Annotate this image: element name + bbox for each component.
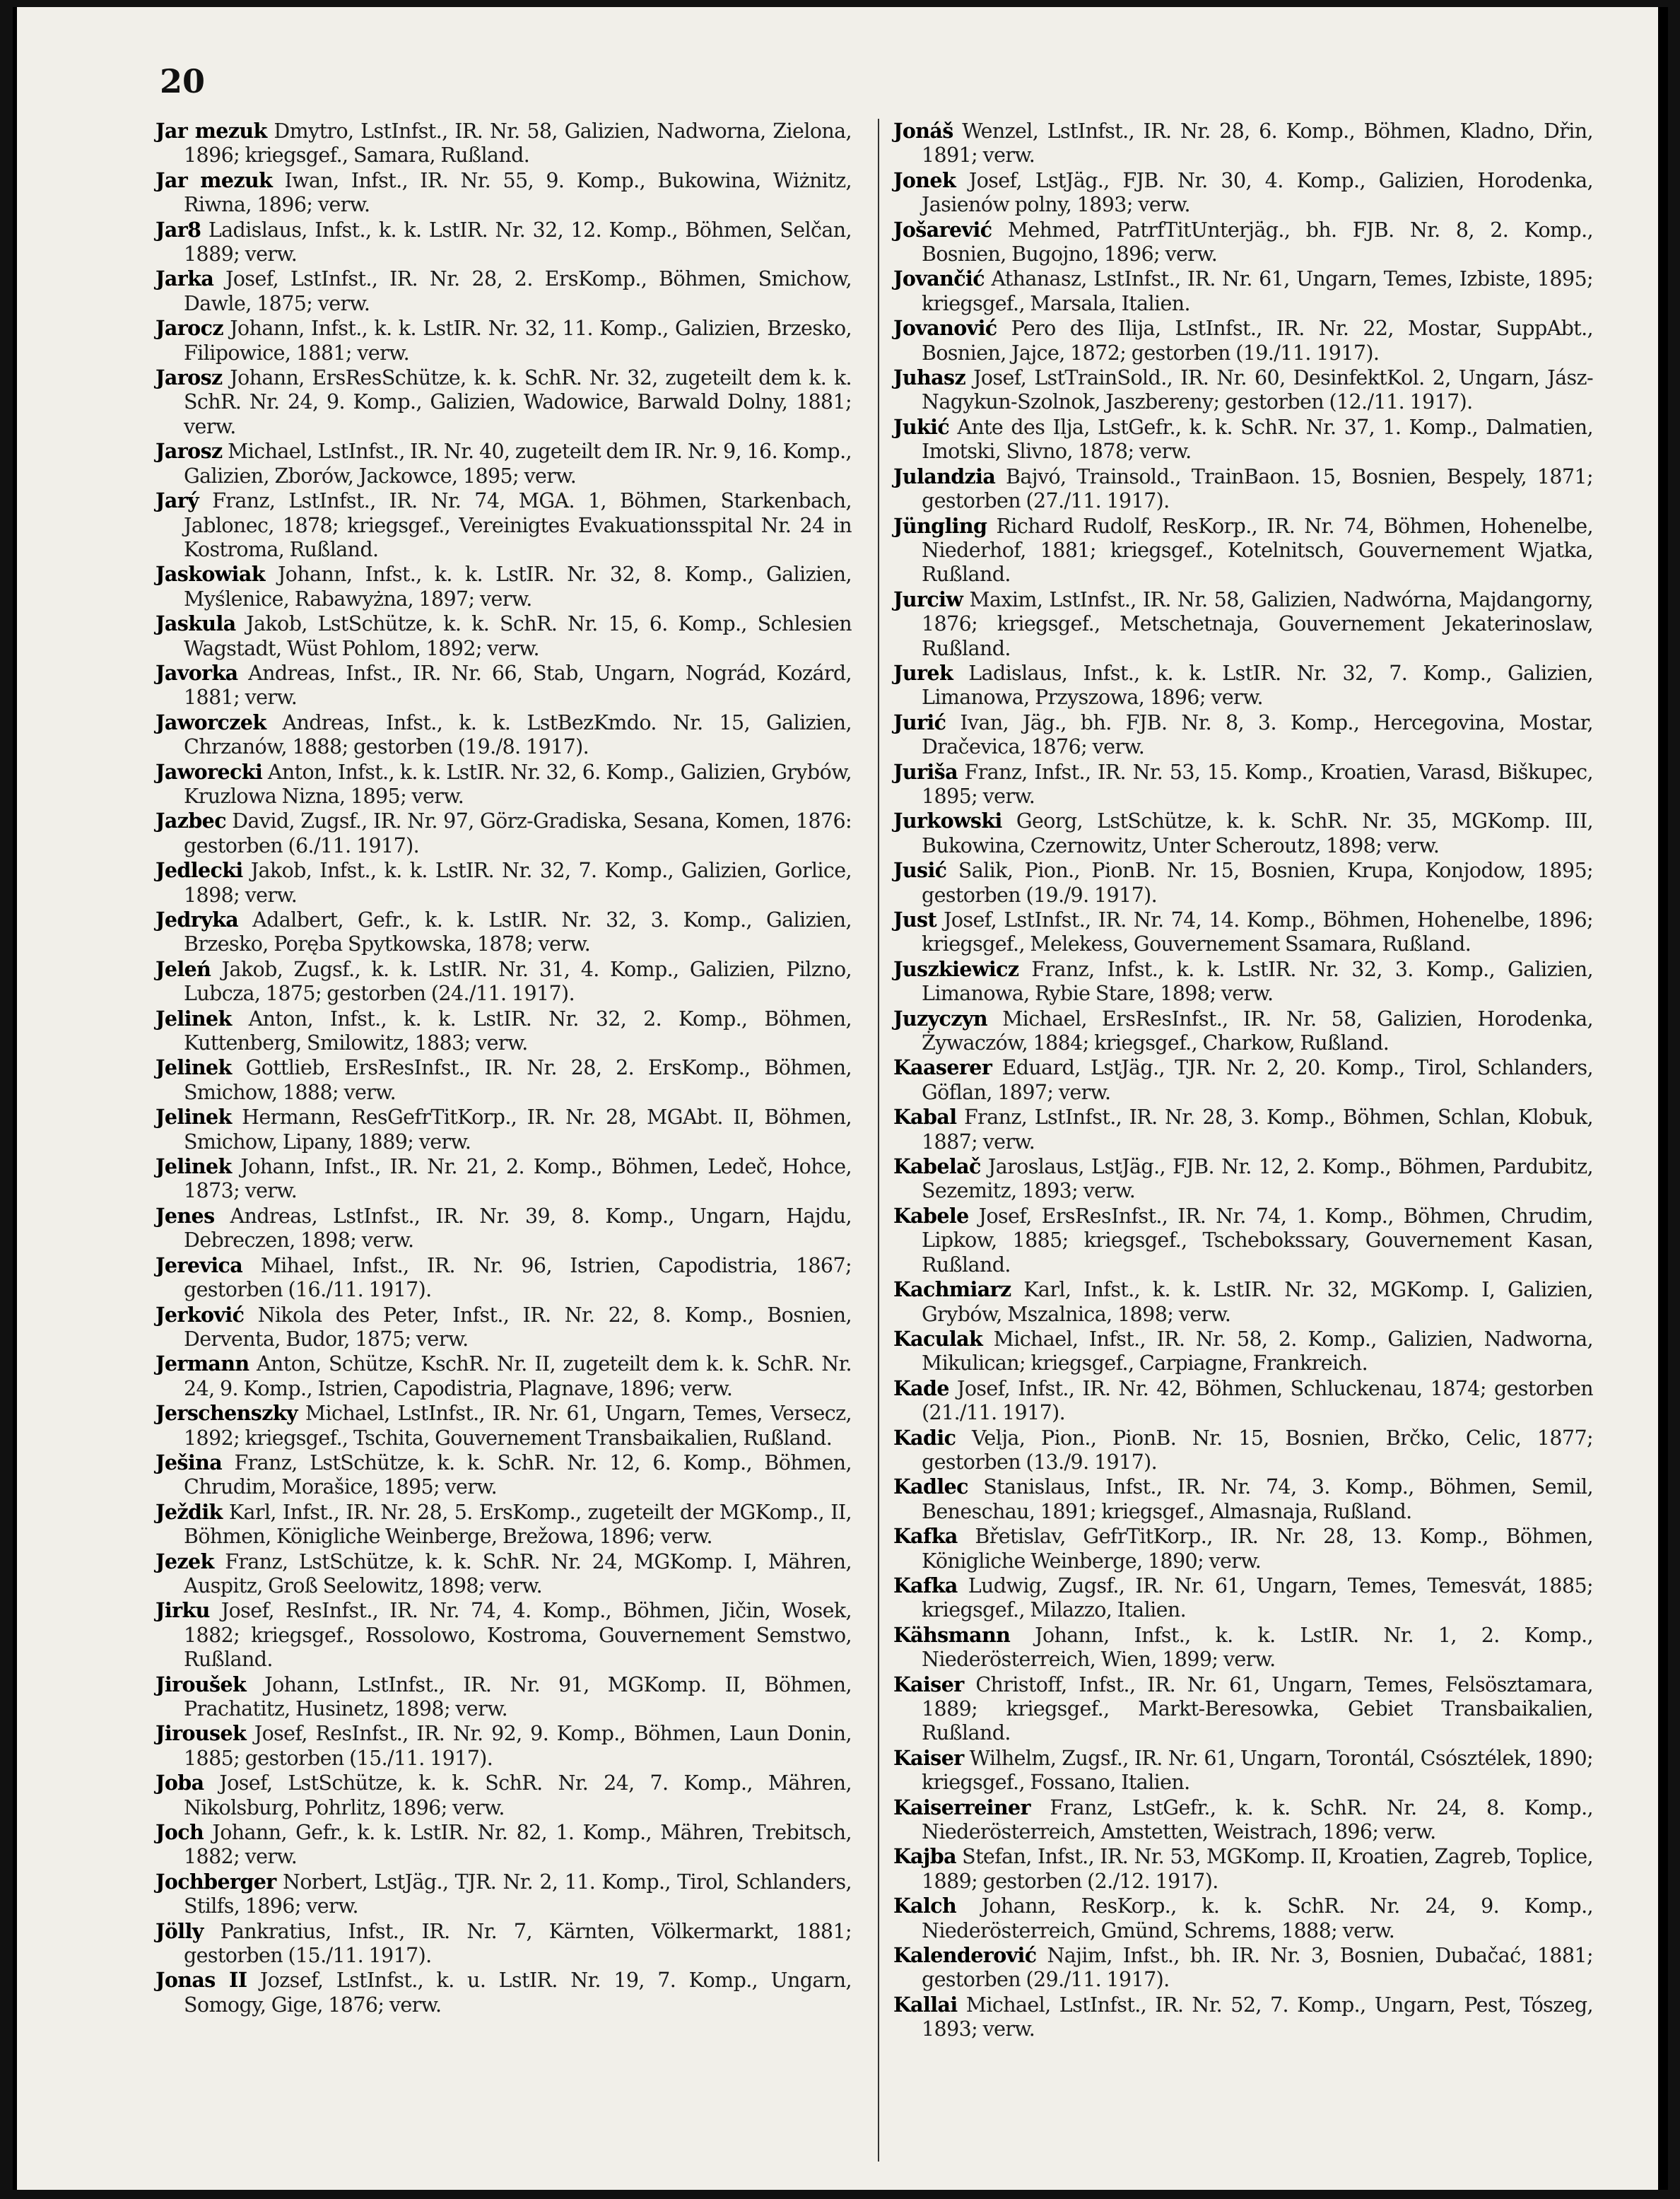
entry-surname: Kabele xyxy=(893,1203,969,1228)
list-entry xyxy=(893,119,1593,168)
entry-details: Hermann, ResGefrTitKorp., IR. Nr. 28, MGAbt. II, Böhmen, Smichow, Lipany, 1889; verw. xyxy=(184,1106,852,1154)
list-entry xyxy=(893,1327,1593,1376)
entry-details: Josef, LstInfst., IR. Nr. 74, 14. Komp., Böhmen, Hohenelbe, 1896; kriegsgef., Melekess, Gouvernement Ssamara, Rußland. xyxy=(922,908,1593,956)
list-entry xyxy=(893,1672,1593,1746)
entry-surname: Kaaserer xyxy=(893,1055,992,1080)
entry-details: Maxim, LstInfst., IR. Nr. 58, Galizien, Nadwórna, Majdangorny, 1876; kriegsgef., Metschetnaja, Gouvernement Jekaterinoslaw, Rußland. xyxy=(922,587,1593,660)
entry-surname: Jukić xyxy=(893,414,950,439)
entry-surname: Jaworecki xyxy=(155,759,263,784)
entry-details: Franz, LstGefr., k. k. SchR. Nr. 24, 8. Komp., Niederösterreich, Amstetten, Weistrach, 1896; verw. xyxy=(922,1795,1593,1844)
entry-surname: Ježdik xyxy=(155,1499,223,1524)
entry-surname: Jarosz xyxy=(155,365,223,390)
list-entry xyxy=(893,587,1593,661)
entry-details: Karl, Infst., k. k. LstIR. Nr. 32, MGKomp. I, Galizien, Grybów, Mszalnica, 1898; verw. xyxy=(922,1278,1593,1326)
entry-surname: Javorka xyxy=(155,660,238,685)
entry-details: Johann, ErsResSchütze, k. k. SchR. Nr. 32, zugeteilt dem k. k. SchR. Nr. 24, 9. Komp., Galizien, Wadowice, Barwald Dolny, 1881; verw. xyxy=(184,366,852,438)
entry-details: Johann, Infst., k. k. LstIR. Nr. 32, 8. Komp., Galizien, Myślenice, Rabawyżna, 1897; verw. xyxy=(184,563,852,611)
entry-surname: Kachmiarz xyxy=(893,1277,1011,1302)
entry-details: Dmytro, LstInfst., IR. Nr. 58, Galizien, Nadworna, Zielona, 1896; kriegsgef., Samara, Rußland. xyxy=(184,119,852,168)
entry-details: Stanislaus, Infst., IR. Nr. 74, 3. Komp., Böhmen, Semil, Beneschau, 1891; kriegsgef., Almasnaja, Rußland. xyxy=(922,1475,1593,1523)
entry-details: Wilhelm, Zugsf., IR. Nr. 61, Ungarn, Torontál, Csósztélek, 1890; kriegsgef., Fossano, Italien. xyxy=(922,1746,1593,1795)
entry-surname: Joch xyxy=(155,1820,204,1845)
list-entry xyxy=(155,1919,852,1969)
entry-surname: Jeleń xyxy=(155,956,211,981)
entry-details: Josef, ResInfst., IR. Nr. 92, 9. Komp., Böhmen, Laun Donin, 1885; gestorben (15./11. 1917). xyxy=(184,1722,852,1770)
list-entry xyxy=(155,266,852,316)
entry-details: Karl, Infst., IR. Nr. 28, 5. ErsKomp., zugeteilt der MGKomp., II, Böhmen, Königliche Weinberge, Brežowa, 1896; verw. xyxy=(184,1500,852,1549)
entry-details: Bajvó, Trainsold., TrainBaon. 15, Bosnien, Bespely, 1871; gestorben (27./11. 1917). xyxy=(922,464,1593,513)
entry-details: Josef, ErsResInfst., IR. Nr. 74, 1. Komp., Böhmen, Chrudim, Lipkow, 1885; kriegsgef., Tschebokssary, Gouvernement Kasan, Rußland. xyxy=(922,1204,1593,1277)
entry-surname: Jošarević xyxy=(893,217,992,242)
list-entry xyxy=(893,365,1593,415)
entry-details: Velja, Pion., PionB. Nr. 15, Bosnien, Brčko, Celic, 1877; gestorben (13./9. 1917). xyxy=(922,1426,1593,1474)
list-entry xyxy=(155,1303,852,1352)
list-entry xyxy=(155,1253,852,1303)
entry-details: Michael, LstInfst., IR. Nr. 52, 7. Komp., Ungarn, Pest, Tószeg, 1893; verw. xyxy=(922,1993,1593,2041)
list-entry xyxy=(893,710,1593,760)
list-entry xyxy=(893,1376,1593,1426)
entry-details: Adalbert, Gefr., k. k. LstIR. Nr. 32, 3. Komp., Galizien, Brzesko, Poręba Spytkowska, 1878; verw. xyxy=(184,908,852,956)
list-entry xyxy=(155,316,852,365)
list-entry xyxy=(155,168,852,218)
entry-surname: Jaworczek xyxy=(155,710,266,734)
entry-surname: Kade xyxy=(893,1376,949,1400)
list-entry xyxy=(155,1598,852,1672)
list-entry xyxy=(893,1844,1593,1894)
list-entry xyxy=(155,365,852,439)
entry-surname: Jermann xyxy=(155,1351,249,1376)
list-entry xyxy=(893,1894,1593,1943)
entry-details: Norbert, LstJäg., TJR. Nr. 2, 11. Komp., Tirol, Schlanders, Stilfs, 1896; verw. xyxy=(184,1870,852,1918)
entry-surname: Just xyxy=(893,908,937,932)
list-entry xyxy=(893,1204,1593,1277)
entry-surname: Jelinek xyxy=(155,1055,232,1080)
list-entry xyxy=(155,1549,852,1599)
entry-details: Stefan, Infst., IR. Nr. 53, MGKomp. II, Kroatien, Zagreb, Toplice, 1889; gestorben (2./12. 1917). xyxy=(922,1845,1594,1893)
entry-surname: Jurciw xyxy=(893,587,963,611)
entry-surname: Juriša xyxy=(893,759,958,784)
list-entry xyxy=(155,760,852,809)
entry-surname: Kadic xyxy=(893,1425,956,1450)
entry-surname: Jonáš xyxy=(893,119,953,143)
entry-details: Eduard, LstJäg., TJR. Nr. 2, 20. Komp., Tirol, Schlanders, Göflan, 1897; verw. xyxy=(922,1056,1593,1104)
list-entry xyxy=(893,1055,1593,1105)
list-entry xyxy=(155,1771,852,1820)
entry-details: Jakob, LstSchütze, k. k. SchR. Nr. 15, 6. Komp., Schlesien Wagstadt, Wüst Pohlom, 1892; verw. xyxy=(184,612,852,660)
entry-surname: Jiroušek xyxy=(155,1672,247,1696)
list-entry xyxy=(155,218,852,267)
entry-details: Nikola des Peter, Infst., IR. Nr. 22, 8. Komp., Bosnien, Derventa, Budor, 1875; verw. xyxy=(184,1303,852,1351)
entry-surname: Jar8 xyxy=(155,217,201,242)
entry-surname: Jurkowski xyxy=(893,809,1002,833)
entry-details: Iwan, Infst., IR. Nr. 55, 9. Komp., Bukowina, Wiżnitz, Riwna, 1896; verw. xyxy=(184,168,852,217)
list-entry xyxy=(893,1426,1593,1475)
list-entry xyxy=(155,1351,852,1401)
list-entry xyxy=(893,1524,1593,1573)
left-column xyxy=(155,119,852,2017)
list-entry xyxy=(893,1943,1593,1993)
list-entry xyxy=(155,488,852,562)
entry-surname: Jedlecki xyxy=(155,858,243,883)
entry-details: Franz, Infst., IR. Nr. 53, 15. Komp., Kroatien, Varasd, Biškupec, 1895; verw. xyxy=(922,760,1593,808)
entry-details: Franz, LstSchütze, k. k. SchR. Nr. 12, 6. Komp., Böhmen, Chrudim, Morašice, 1895; verw. xyxy=(184,1450,852,1499)
entry-details: Andreas, Infst., k. k. LstBezKmdo. Nr. 15, Galizien, Chrzanów, 1888; gestorben (19./8. 1917). xyxy=(184,710,852,759)
entry-surname: Jelinek xyxy=(155,1154,232,1179)
entry-surname: Jüngling xyxy=(893,513,987,538)
entry-details: Jakob, Infst., k. k. LstIR. Nr. 32, 7. Komp., Galizien, Gorlice, 1898; verw. xyxy=(184,859,852,907)
entry-surname: Kähsmann xyxy=(893,1622,1011,1647)
entry-surname: Jar mezuk xyxy=(155,168,273,192)
entry-details: Wenzel, LstInfst., IR. Nr. 28, 6. Komp., Böhmen, Kladno, Dřin, 1891; verw. xyxy=(922,119,1593,168)
entry-details: Jakob, Zugsf., k. k. LstIR. Nr. 31, 4. Komp., Galizien, Pilzno, Lubcza, 1875; gestorben (24./11. 1917). xyxy=(184,957,852,1006)
entry-details: Christoff, Infst., IR. Nr. 61, Ungarn, Temes, Felsösztamara, 1889; kriegsgef., Markt-Beresowka, Gebiet Transbaikalien, Rußland. xyxy=(922,1672,1593,1745)
list-entry xyxy=(155,908,852,957)
entry-details: Salik, Pion., PionB. Nr. 15, Bosnien, Krupa, Konjodow, 1895; gestorben (19./9. 1917). xyxy=(922,859,1593,907)
entry-surname: Jurek xyxy=(893,660,953,685)
entry-surname: Kabelač xyxy=(893,1154,981,1179)
entry-surname: Kaiser xyxy=(893,1672,964,1696)
entry-surname: Jurić xyxy=(893,710,946,734)
list-entry xyxy=(893,1795,1593,1845)
entry-surname: Jelinek xyxy=(155,1006,232,1031)
entry-surname: Jenes xyxy=(155,1203,215,1228)
entry-details: Jozsef, LstInfst., k. u. LstIR. Nr. 19, 7. Komp., Ungarn, Somogy, Gige, 1876; verw. xyxy=(184,1969,852,2017)
list-entry xyxy=(893,908,1593,957)
entry-surname: Jirousek xyxy=(155,1721,247,1746)
list-entry xyxy=(893,1154,1593,1204)
list-entry xyxy=(155,710,852,760)
entry-details: Franz, LstInfst., IR. Nr. 28, 3. Komp., Böhmen, Schlan, Klobuk, 1887; verw. xyxy=(922,1106,1593,1154)
list-entry xyxy=(893,168,1593,218)
entry-details: Ivan, Jäg., bh. FJB. Nr. 8, 3. Komp., Hercegovina, Mostar, Dračevica, 1876; verw. xyxy=(922,710,1593,759)
entry-details: Josef, LstTrainSold., IR. Nr. 60, DesinfektKol. 2, Ungarn, Jász-Nagykun-Szolnok, Jaszbereny; gestorben (12./11. 1917). xyxy=(922,366,1593,414)
entry-surname: Kabal xyxy=(893,1105,957,1130)
entry-details: Mihael, Infst., IR. Nr. 96, Istrien, Capodistria, 1867; gestorben (16./11. 1917). xyxy=(184,1253,852,1302)
entry-details: Johann, LstInfst., IR. Nr. 91, MGKomp. II, Böhmen, Prachatitz, Husinetz, 1898; verw. xyxy=(184,1672,852,1720)
list-entry xyxy=(155,1870,852,1919)
list-entry xyxy=(893,1277,1593,1327)
list-entry xyxy=(893,415,1593,464)
list-entry xyxy=(155,809,852,858)
entry-details: Michael, LstInfst., IR. Nr. 61, Ungarn, Temes, Versecz, 1892; kriegsgef., Tschita, Gouvernement Transbaikalien, Rußland. xyxy=(184,1402,852,1450)
entry-details: Michael, Infst., IR. Nr. 58, 2. Komp., Galizien, Nadworna, Mikulican; kriegsgef., Carpiagne, Frankreich. xyxy=(922,1327,1593,1376)
entry-surname: Kaiser xyxy=(893,1745,964,1770)
list-entry xyxy=(893,316,1593,365)
entry-details: Ante des Ilja, LstGefr., k. k. SchR. Nr. 37, 1. Komp., Dalmatien, Imotski, Slivno, 1878; verw. xyxy=(922,415,1593,464)
entry-surname: Kajba xyxy=(893,1844,956,1869)
list-entry xyxy=(155,1968,852,2017)
list-entry xyxy=(893,464,1593,514)
list-entry xyxy=(893,1573,1593,1623)
list-entry xyxy=(155,1401,852,1450)
list-entry xyxy=(893,957,1593,1007)
list-entry xyxy=(155,119,852,168)
list-entry xyxy=(155,562,852,611)
entry-details: Josef, Infst., IR. Nr. 42, Böhmen, Schluckenau, 1874; gestorben (21./11. 1917). xyxy=(922,1376,1593,1425)
entry-details: David, Zugsf., IR. Nr. 97, Görz-Gradiska, Sesana, Komen, 1876: gestorben (6./11. 1917). xyxy=(184,809,852,857)
entry-surname: Kafka xyxy=(893,1573,958,1597)
entry-surname: Juzyczyn xyxy=(893,1006,987,1031)
entry-surname: Juhasz xyxy=(893,365,966,390)
entry-details: Josef, LstInfst., IR. Nr. 28, 2. ErsKomp., Böhmen, Smichow, Dawle, 1875; verw. xyxy=(184,267,852,315)
entry-details: Johann, Gefr., k. k. LstIR. Nr. 82, 1. Komp., Mähren, Trebitsch, 1882; verw. xyxy=(184,1821,852,1869)
list-entry xyxy=(893,514,1593,587)
entry-surname: Jonek xyxy=(893,168,956,192)
entry-surname: Jerschenszky xyxy=(155,1401,298,1426)
entry-details: Johann, Infst., k. k. LstIR. Nr. 1, 2. Komp., Niederösterreich, Wien, 1899; verw. xyxy=(922,1623,1594,1672)
entry-details: Jaroslaus, LstJäg., FJB. Nr. 12, 2. Komp., Böhmen, Pardubitz, Sezemitz, 1893; verw. xyxy=(922,1155,1593,1203)
entry-details: Johann, Infst., k. k. LstIR. Nr. 32, 11. Komp., Galizien, Brzesko, Filipowice, 1881; verw. xyxy=(184,317,852,365)
entry-surname: Jerković xyxy=(155,1302,245,1327)
entry-details: Josef, ResInfst., IR. Nr. 74, 4. Komp., Böhmen, Jičin, Wosek, 1882; kriegsgef., Rossolowo, Kostroma, Gouvernement Semstwo, Rußland. xyxy=(184,1599,852,1672)
list-entry xyxy=(893,809,1593,858)
entry-details: Michael, LstInfst., IR. Nr. 40, zugeteilt dem IR. Nr. 9, 16. Komp., Galizien, Zborów, Jackowce, 1895; verw. xyxy=(184,440,852,488)
list-entry xyxy=(155,858,852,908)
entry-surname: Jovančić xyxy=(893,266,985,291)
list-entry xyxy=(155,1500,852,1549)
entry-details: Ludwig, Zugsf., IR. Nr. 61, Ungarn, Temes, Temesvát, 1885; kriegsgef., Milazzo, Italien. xyxy=(922,1573,1593,1622)
entry-details: Johann, Infst., IR. Nr. 21, 2. Komp., Böhmen, Ledeč, Hohce, 1873; verw. xyxy=(184,1155,852,1203)
list-entry xyxy=(893,218,1593,267)
entry-surname: Jölly xyxy=(155,1918,204,1943)
entry-details: Pankratius, Infst., IR. Nr. 7, Kärnten, Völkermarkt, 1881; gestorben (15./11. 1917). xyxy=(184,1919,852,1968)
right-column xyxy=(893,119,1593,2042)
entry-surname: Jezek xyxy=(155,1549,214,1573)
list-entry xyxy=(893,858,1593,908)
entry-surname: Kaiserreiner xyxy=(893,1795,1030,1819)
list-entry xyxy=(893,760,1593,809)
entry-details: Josef, LstSchütze, k. k. SchR. Nr. 24, 7. Komp., Mähren, Nikolsburg, Pohrlitz, 1896; verw. xyxy=(184,1771,852,1819)
list-entry xyxy=(155,1450,852,1500)
list-entry xyxy=(155,1820,852,1870)
entry-details: Anton, Infst., k. k. LstIR. Nr. 32, 6. Komp., Galizien, Grybów, Kruzlowa Nizna, 1895; verw. xyxy=(184,760,852,808)
entry-surname: Kalch xyxy=(893,1894,957,1918)
list-entry xyxy=(893,1105,1593,1154)
list-entry xyxy=(893,266,1593,316)
entry-surname: Juszkiewicz xyxy=(893,956,1019,981)
list-entry xyxy=(155,1007,852,1056)
list-entry xyxy=(893,1746,1593,1795)
list-entry xyxy=(155,957,852,1007)
entry-details: Georg, LstSchütze, k. k. SchR. Nr. 35, MGKomp. III, Bukowina, Czernowitz, Unter Scheroutz, 1898; verw. xyxy=(922,809,1593,857)
document-page xyxy=(13,7,1668,2190)
entry-surname: Jaskowiak xyxy=(155,562,265,587)
entry-surname: Jusić xyxy=(893,858,947,883)
entry-surname: Jirku xyxy=(155,1598,210,1623)
entry-surname: Jochberger xyxy=(155,1869,276,1894)
page-number: 20 xyxy=(160,62,206,100)
entry-surname: Jovanović xyxy=(893,316,997,341)
entry-details: Franz, LstSchütze, k. k. SchR. Nr. 24, MGKomp. I, Mähren, Auspitz, Groß Seelowitz, 1898; verw. xyxy=(184,1549,852,1597)
entry-details: Najim, Infst., bh. IR. Nr. 3, Bosnien, Dubačać, 1881; gestorben (29./11. 1917). xyxy=(922,1944,1593,1992)
list-entry xyxy=(155,1721,852,1771)
entry-details: Johann, ResKorp., k. k. SchR. Nr. 24, 9. Komp., Niederösterreich, Gmünd, Schrems, 1888; verw. xyxy=(922,1894,1593,1942)
list-entry xyxy=(155,439,852,488)
entry-details: Andreas, Infst., IR. Nr. 66, Stab, Ungarn, Nográd, Kozárd, 1881; verw. xyxy=(184,661,852,710)
list-entry xyxy=(155,1204,852,1253)
list-entry xyxy=(155,611,852,661)
list-entry xyxy=(155,661,852,710)
list-entry xyxy=(893,1993,1593,2042)
entry-details: Athanasz, LstInfst., IR. Nr. 61, Ungarn, Temes, Izbiste, 1895; kriegsgef., Marsala, Italien. xyxy=(922,267,1593,315)
entry-details: Andreas, LstInfst., IR. Nr. 39, 8. Komp., Ungarn, Hajdu, Debreczen, 1898; verw. xyxy=(184,1204,852,1253)
entry-details: Ladislaus, Infst., k. k. LstIR. Nr. 32, 7. Komp., Galizien, Limanowa, Przyszowa, 1896; verw. xyxy=(922,661,1593,710)
list-entry xyxy=(155,1672,852,1722)
list-entry xyxy=(893,1474,1593,1524)
entry-surname: Kallai xyxy=(893,1992,958,2017)
entry-details: Břetislav, GefrTitKorp., IR. Nr. 28, 13. Komp., Böhmen, Königliche Weinberge, 1890; verw. xyxy=(922,1525,1594,1573)
entry-details: Ladislaus, Infst., k. k. LstIR. Nr. 32, 12. Komp., Böhmen, Selčan, 1889; verw. xyxy=(184,218,852,266)
entry-surname: Jazbec xyxy=(155,809,226,833)
list-entry xyxy=(155,1105,852,1154)
list-entry xyxy=(893,1623,1593,1672)
entry-details: Michael, ErsResInfst., IR. Nr. 58, Galizien, Horodenka, Żywaczów, 1884; kriegsgef., Charkow, Rußland. xyxy=(922,1007,1593,1055)
entry-surname: Kaculak xyxy=(893,1326,983,1351)
entry-details: Franz, Infst., k. k. LstIR. Nr. 32, 3. Komp., Galizien, Limanowa, Rybie Stare, 1898; verw. xyxy=(922,957,1593,1006)
entry-surname: Jedryka xyxy=(155,908,239,932)
entry-details: Anton, Schütze, KschR. Nr. II, zugeteilt dem k. k. SchR. Nr. 24, 9. Komp., Istrien, Capodistria, Plagnave, 1896; verw. xyxy=(184,1352,852,1400)
entry-surname: Kafka xyxy=(893,1524,958,1549)
entry-details: Franz, LstInfst., IR. Nr. 74, MGA. 1, Böhmen, Starkenbach, Jablonec, 1878; kriegsgef., Vereinigtes Evakuationsspital Nr. 24 in Kostroma, Rußland. xyxy=(184,489,852,561)
entry-details: Pero des Ilija, LstInfst., IR. Nr. 22, Mostar, SuppAbt., Bosnien, Jajce, 1872; gestorben (19./11. 1917). xyxy=(922,317,1593,365)
list-entry xyxy=(155,1154,852,1204)
entry-surname: Jar mezuk xyxy=(155,119,267,143)
entry-details: Mehmed, PatrfTitUnterjäg., bh. FJB. Nr. 8, 2. Komp., Bosnien, Bugojno, 1896; verw. xyxy=(922,218,1593,266)
entry-details: Anton, Infst., k. k. LstIR. Nr. 32, 2. Komp., Böhmen, Kuttenberg, Smilowitz, 1883; verw. xyxy=(184,1007,852,1055)
list-entry xyxy=(893,661,1593,710)
entry-surname: Jelinek xyxy=(155,1105,232,1130)
list-entry xyxy=(893,1007,1593,1056)
entry-surname: Joba xyxy=(155,1771,204,1795)
entry-details: Josef, LstJäg., FJB. Nr. 30, 4. Komp., Galizien, Horodenka, Jasienów polny, 1893; verw. xyxy=(922,168,1593,217)
entry-surname: Kalenderović xyxy=(893,1943,1037,1968)
entry-surname: Jaskula xyxy=(155,611,236,636)
entry-details: Gottlieb, ErsResInfst., IR. Nr. 28, 2. ErsKomp., Böhmen, Smichow, 1888; verw. xyxy=(184,1056,852,1104)
entry-surname: Kadlec xyxy=(893,1474,968,1499)
entry-surname: Jarý xyxy=(155,488,199,513)
entry-surname: Ješina xyxy=(155,1450,223,1474)
entry-details: Richard Rudolf, ResKorp., IR. Nr. 74, Böhmen, Hohenelbe, Niederhof, 1881; kriegsgef., Kotelnitsch, Gouvernement Wjatka, Rußland. xyxy=(922,514,1594,587)
entry-surname: Jarocz xyxy=(155,316,223,341)
entry-surname: Jarosz xyxy=(155,439,223,464)
list-entry xyxy=(155,1055,852,1105)
entry-surname: Jonas II xyxy=(155,1968,247,1993)
entry-surname: Jerevica xyxy=(155,1253,243,1277)
entry-surname: Jarka xyxy=(155,266,214,291)
entry-surname: Julandzia xyxy=(893,464,996,488)
